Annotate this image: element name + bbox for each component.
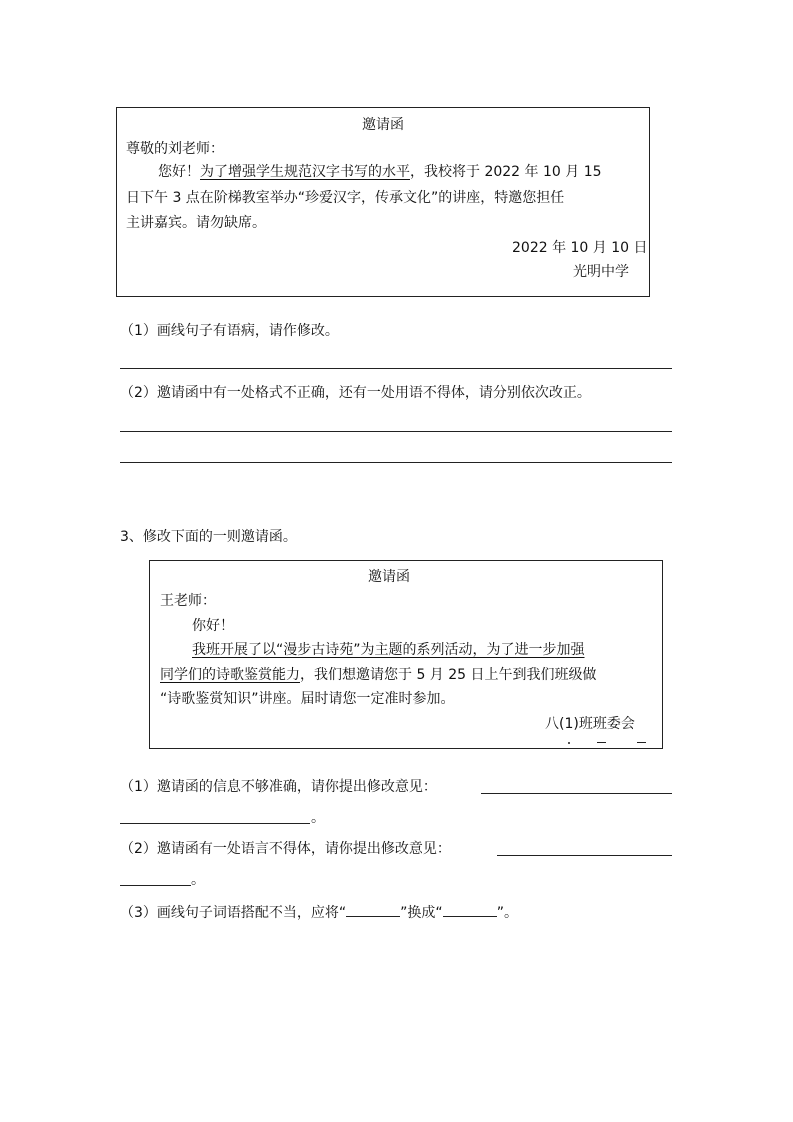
invitation-1-title: 邀请函: [362, 117, 404, 133]
invitation-1-line1-rest: ，我校将于 2022 年 10 月 15: [410, 164, 602, 180]
answer-blank[interactable]: [443, 902, 497, 917]
invitation-1-body-line-1: [158, 163, 602, 181]
invitation-1-salutation: 尊敬的刘老师：: [126, 141, 224, 157]
invitation-1-underlined-sentence: 为了增强学生规范汉字书写的水平: [200, 164, 410, 180]
invitation-1-greeting: 您好！: [158, 164, 200, 180]
question-1-item-1: （1）画线句子有语病，请作修改。: [120, 323, 339, 339]
question-3-item-3-part-c: ”。: [496, 905, 518, 921]
question-1-item-2: （2）邀请函中有一处格式不正确，还有一处用语不得体，请分别依次改正。: [120, 385, 591, 401]
question-3-item-3: [120, 902, 518, 922]
invitation-2-line2-rest: ，我们想邀请您于 5 月 25 日上午到我们班级做: [300, 667, 597, 683]
invitation-1-body-line-3: 主讲嘉宾。请勿缺席。: [126, 215, 266, 231]
answer-line[interactable]: [120, 823, 310, 824]
invitation-2-salutation: 王老师：: [160, 593, 216, 609]
date-placeholder-mark: [637, 742, 646, 743]
invitation-1-body-line-2: 日下午 3 点在阶梯教室举办“珍爱汉字，传承文化”的讲座，特邀您担任: [126, 190, 565, 206]
invitation-2-body-line-3: “诗歌鉴赏知识”讲座。届时请您一定准时参加。: [160, 691, 455, 707]
answer-blank[interactable]: [346, 902, 400, 917]
answer-line[interactable]: [120, 462, 672, 463]
invitation-2-title: 邀请函: [368, 569, 410, 585]
invitation-2-greeting: 你好！: [192, 618, 234, 634]
question-3-item-3-part-b: ”换成“: [400, 905, 443, 921]
answer-line[interactable]: [120, 368, 672, 369]
section-3-heading: 3、修改下面的一则邀请函。: [120, 529, 297, 545]
invitation-2-underlined-line-2: 同学们的诗歌鉴赏能力: [160, 667, 300, 683]
date-placeholder-mark: [568, 742, 570, 744]
invitation-2-signature: 八(1)班班委会: [545, 716, 635, 732]
answer-line[interactable]: [120, 431, 672, 432]
invitation-1-signature: 光明中学: [573, 264, 629, 280]
answer-line[interactable]: [120, 885, 191, 886]
question-3-item-3-part-a: （3）画线句子词语搭配不当，应将“: [120, 905, 347, 921]
invitation-1-date: 2022 年 10 月 10 日: [512, 240, 648, 256]
question-3-item-2-end: 。: [191, 872, 205, 888]
question-3-item-2: （2）邀请函有一处语言不得体，请你提出修改意见：: [120, 841, 451, 857]
invitation-2-body-line-2: [160, 666, 597, 684]
invitation-2-underlined-line-1: 我班开展了以“漫步古诗苑”为主题的系列活动，为了进一步加强: [192, 642, 585, 658]
answer-line[interactable]: [481, 793, 672, 794]
date-placeholder-mark: [597, 742, 606, 743]
question-3-item-1-end: 。: [311, 810, 325, 826]
question-3-item-1: （1）邀请函的信息不够准确，请你提出修改意见：: [120, 779, 437, 795]
answer-line[interactable]: [497, 855, 672, 856]
